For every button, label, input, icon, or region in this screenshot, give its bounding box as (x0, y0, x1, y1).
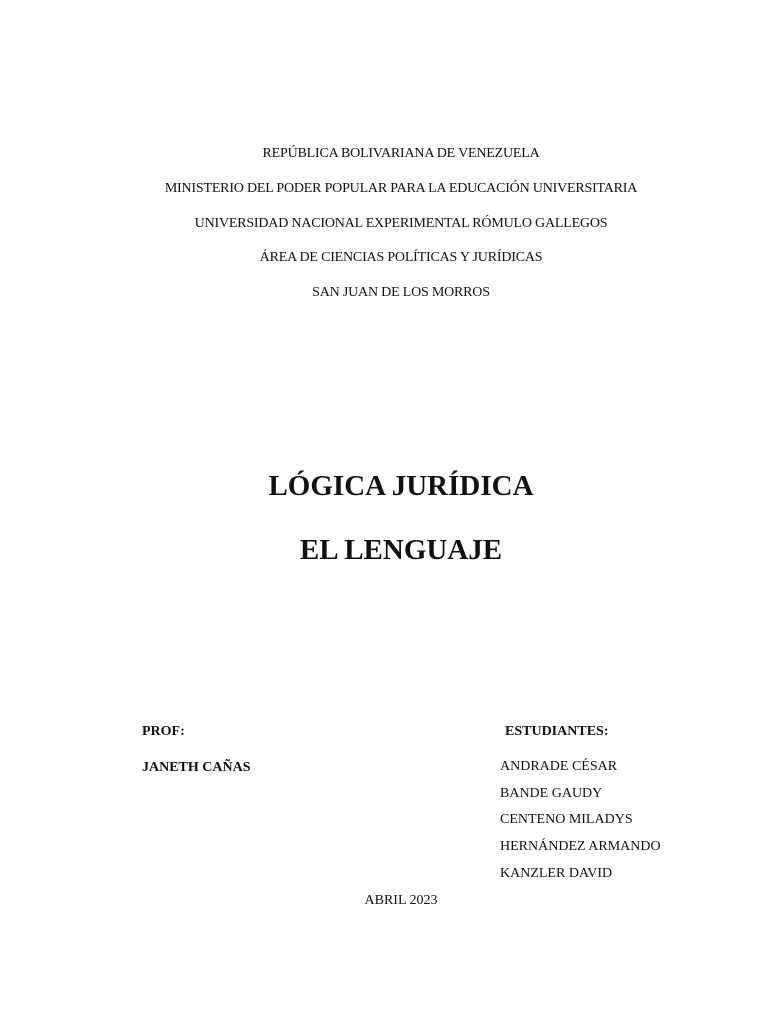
student-name: ANDRADE CÉSAR (500, 759, 618, 774)
header-country: REPÚBLICA BOLIVARIANA DE VENEZUELA (262, 146, 540, 161)
professor-label: PROF: (142, 724, 185, 739)
student-name: CENTENO MILADYS (500, 812, 633, 827)
professor-name: JANETH CAÑAS (142, 760, 251, 775)
header-university: UNIVERSIDAD NACIONAL EXPERIMENTAL RÓMULO GALLEGOS (194, 216, 608, 231)
header-area: ÁREA DE CIENCIAS POLÍTICAS Y JURÍDICAS (259, 250, 543, 265)
students-label: ESTUDIANTES: (505, 724, 609, 739)
student-name: HERNÁNDEZ ARMANDO (500, 839, 661, 854)
student-name: KANZLER DAVID (500, 866, 613, 881)
header-city: SAN JUAN DE LOS MORROS (312, 285, 490, 300)
document-title: LÓGICA JURÍDICA (268, 470, 534, 502)
document-subtitle: EL LENGUAJE (299, 534, 503, 566)
header-ministry: MINISTERIO DEL PODER POPULAR PARA LA EDUCACIÓN UNIVERSITARIA (164, 181, 638, 196)
student-name: BANDE GAUDY (500, 786, 603, 801)
document-date: ABRIL 2023 (364, 893, 438, 908)
